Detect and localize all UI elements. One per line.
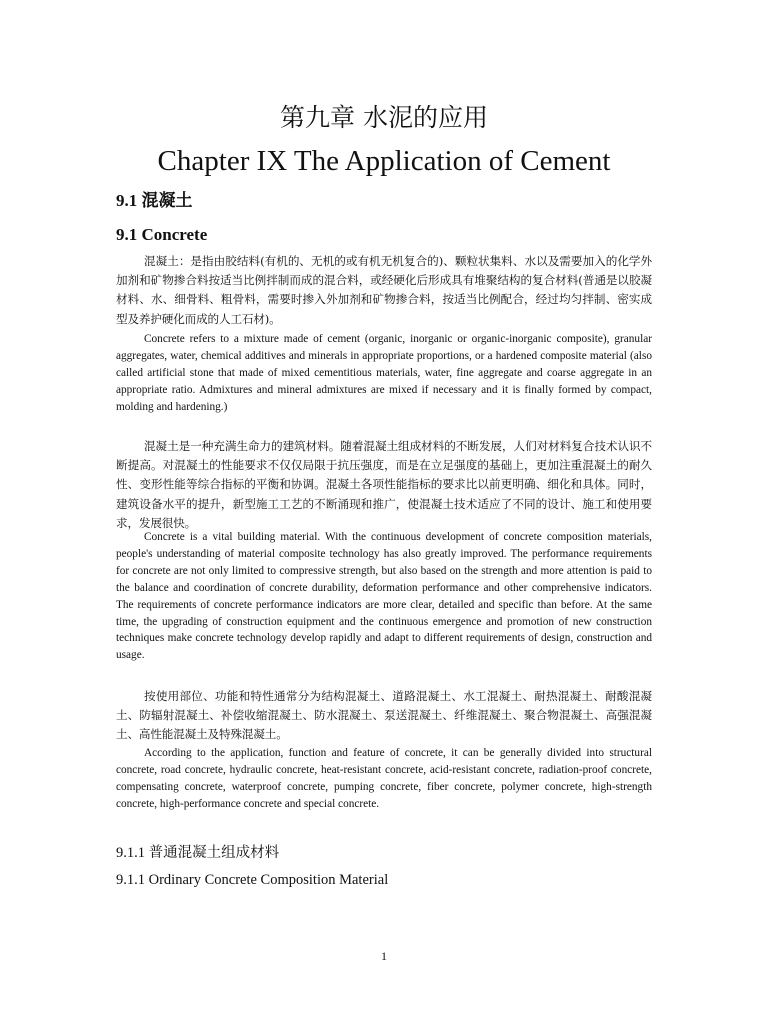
paragraph-classification-english: According to the application, function and feature of concrete, it can be generally divided into structural concrete, road concrete, hydraulic concrete, heat-resistant concrete, acid-resistant concrete, radiation-proof concrete, compensating concrete, waterproof concrete, pumping concrete, fiber concrete, polymer concrete, high-strength concrete, high-performance concrete and special concrete.	[116, 747, 652, 810]
section-heading-english: 9.1 Concrete	[116, 225, 208, 244]
subsection-heading-chinese: 9.1.1 普通混凝土组成材料	[116, 845, 280, 861]
section-heading-chinese: 9.1 混凝土	[116, 191, 193, 210]
paragraph-definition-chinese: 混凝土：是指由胶结料(有机的、无机的或有机无机复合的)、颗粒状集料、水以及需要加入的化学外加剂和矿物掺合料按适当比例拌制而成的混合料，或经硬化后形成具有堆聚结构的复合材料(普通是以胶凝材料、水、细骨料、粗骨料，需要时掺入外加剂和矿物掺合料，按适当比例配合，经过均匀拌制、密实成型及养护硬化而成的人工石材)。	[116, 254, 652, 326]
chapter-title-english: Chapter IX The Application of Cement	[157, 145, 611, 177]
paragraph-classification-chinese: 按使用部位、功能和特性通常分为结构混凝土、道路混凝土、水工混凝土、耐热混凝土、耐酸混凝土、防辐射混凝土、补偿收缩混凝土、防水混凝土、泵送混凝土、纤维混凝土、聚合物混凝土、高强混凝土、高性能混凝土及特殊混凝土。	[116, 689, 652, 742]
subsection-heading-english: 9.1.1 Ordinary Concrete Composition Material	[116, 872, 389, 888]
chapter-title-chinese: 第九章 水泥的应用	[280, 103, 488, 132]
paragraph-definition-english: Concrete refers to a mixture made of cement (organic, inorganic or organic-inorganic composite), granular aggregates, water, chemical additives and minerals in appropriate proportions, or a hardened composite material (also called artificial stone that made of mixed cementitious materials, water, fine aggregate and coarse aggregate in an appropriate ratio. Admixtures and mineral admixtures are mixed if necessary and it is finally formed by compact, molding and hardening.)	[116, 333, 652, 413]
page-number: 1	[381, 949, 387, 963]
paragraph-development-english: Concrete is a vital building material. With the continuous development of concrete composition materials, people's understanding of material composite technology has also greatly improved. The performance requirements for concrete are not only limited to compressive strength, but also based on the strength and more attention is paid to the balance and coordination of concrete durability, deformation performance and other comprehensive indicators. The requirements of concrete performance indicators are more clear, detailed and specific than before. At the same time, the upgrading of construction equipment and the continuous emergence and promotion of new construction techniques make concrete technology develop rapidly and adapt to different requirements of design, construction and usage.	[116, 531, 652, 662]
paragraph-development-chinese: 混凝土是一种充满生命力的建筑材料。随着混凝土组成材料的不断发展，人们对材料复合技术认识不断提高。对混凝土的性能要求不仅仅局限于抗压强度，而是在立足强度的基础上，更加注重混凝土的耐久性、变形性能等综合指标的平衡和协调。混凝土各项性能指标的要求比以前更明确、细化和具体。同时，建筑设备水平的提升，新型施工工艺的不断涌现和推广，使混凝土技术适应了不同的设计、施工和使用要求，发展很快。	[116, 439, 652, 530]
